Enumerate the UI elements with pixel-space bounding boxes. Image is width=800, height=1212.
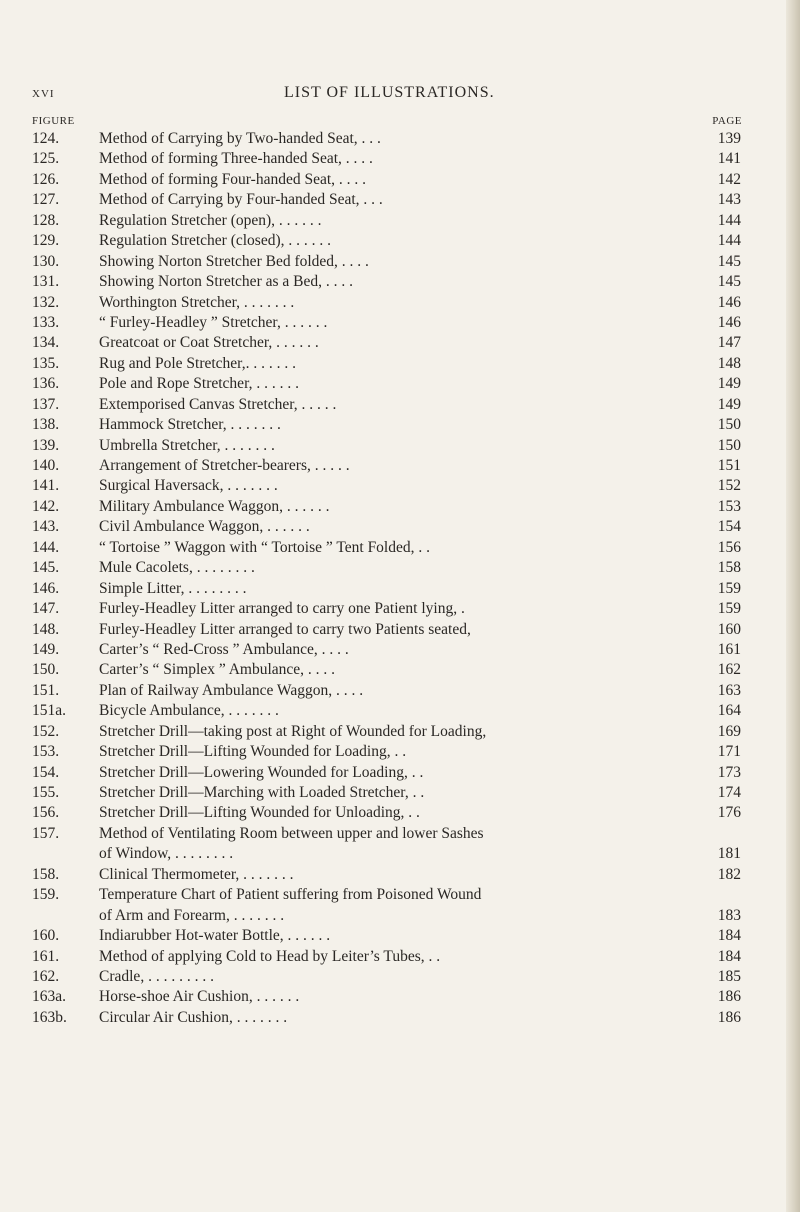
- figure-caption: Worthington Stretcher, . . . . . . .: [99, 293, 295, 311]
- figure-caption: Method of Carrying by Two-handed Seat, . . .: [99, 130, 381, 147]
- figure-caption: Cradle, . . . . . . . . .: [99, 967, 214, 985]
- figure-number: 160.: [32, 927, 60, 945]
- figure-number: 138.: [32, 416, 60, 434]
- page-number: 171: [717, 743, 741, 761]
- figure-caption: Bicycle Ambulance, . . . . . . .: [99, 702, 279, 720]
- figure-caption: Stretcher Drill—Lifting Wounded for Loading, . .: [99, 743, 407, 761]
- figure-number: 124.: [32, 130, 60, 147]
- list-item-continuation: [0, 844, 800, 864]
- page-number: 164: [717, 702, 741, 720]
- figure-caption: Method of Carrying by Four-handed Seat, . . .: [99, 191, 383, 209]
- figure-number: 127.: [32, 191, 60, 209]
- figure-number: 155.: [32, 784, 60, 801]
- figure-caption: Clinical Thermometer, . . . . . . .: [99, 865, 294, 883]
- figure-number: 142.: [32, 497, 60, 515]
- figure-number: 161.: [32, 947, 60, 965]
- list-item: [0, 742, 800, 762]
- illustration-list: [0, 129, 800, 1028]
- page-number: 185: [717, 967, 741, 985]
- figure-caption: Furley-Headley Litter arranged to carry two Patients seated,: [99, 620, 471, 638]
- figure-number: 157.: [32, 824, 60, 842]
- page-number: 182: [717, 865, 741, 883]
- list-item: [0, 415, 800, 435]
- page-column-heading: PAGE: [712, 115, 742, 127]
- list-item: [0, 722, 800, 742]
- page-number: 144: [717, 232, 741, 250]
- figure-caption: Umbrella Stretcher, . . . . . . .: [99, 436, 275, 454]
- list-item: [0, 354, 800, 374]
- figure-number: 153.: [32, 743, 60, 761]
- list-item: [0, 599, 800, 619]
- page-number: 149: [717, 375, 741, 393]
- figure-number: 125.: [32, 150, 60, 168]
- page-number: 145: [717, 252, 741, 270]
- list-item: [0, 803, 800, 823]
- figure-caption: Method of forming Three-handed Seat, . . . .: [99, 150, 373, 168]
- figure-caption: Extemporised Canvas Stretcher, . . . . .: [99, 395, 337, 413]
- figure-number: 152.: [32, 722, 60, 740]
- list-item: [0, 170, 800, 190]
- page-number: 186: [717, 1008, 741, 1026]
- figure-number: 129.: [32, 232, 60, 250]
- list-item: [0, 374, 800, 394]
- figure-caption: Temperature Chart of Patient suffering from Poisoned Wound: [99, 886, 482, 904]
- page-number: 150: [717, 416, 741, 434]
- figure-caption: Mule Cacolets, . . . . . . . .: [99, 559, 255, 577]
- figure-column-heading: FIGURE: [32, 115, 75, 127]
- figure-number: 137.: [32, 395, 60, 413]
- list-item: [0, 313, 800, 333]
- figure-caption: Method of forming Four-handed Seat, . . . .: [99, 170, 367, 188]
- figure-caption: Regulation Stretcher (closed), . . . . . .: [99, 232, 332, 250]
- figure-number: 133.: [32, 313, 60, 331]
- page-number: 181: [717, 845, 741, 863]
- list-item: [0, 824, 800, 844]
- figure-number: 140.: [32, 457, 60, 474]
- list-item: [0, 293, 800, 313]
- figure-caption: Showing Norton Stretcher Bed folded, . . . .: [99, 252, 369, 270]
- figure-caption: “ Tortoise ” Waggon with “ Tortoise ” Tent Folded, . .: [99, 538, 430, 556]
- list-item: [0, 129, 800, 149]
- figure-number: 149.: [32, 640, 60, 658]
- figure-caption: Carter’s “ Simplex ” Ambulance, . . . .: [99, 661, 336, 679]
- list-item: [0, 947, 800, 967]
- page-number: 143: [717, 191, 741, 209]
- list-item: [0, 149, 800, 169]
- figure-number: 148.: [32, 620, 60, 638]
- page-number: 152: [717, 477, 741, 495]
- list-item: [0, 763, 800, 783]
- list-item: [0, 211, 800, 231]
- figure-caption: Stretcher Drill—taking post at Right of Wounded for Loading,: [99, 722, 487, 740]
- page-number: 153: [717, 497, 741, 515]
- list-item: [0, 681, 800, 701]
- list-item: [0, 967, 800, 987]
- page-number: 169: [717, 722, 741, 740]
- figure-number: 146.: [32, 579, 60, 597]
- figure-caption: Method of Ventilating Room between upper and lower Sashes: [99, 824, 484, 842]
- list-item: [0, 476, 800, 496]
- list-item: [0, 620, 800, 640]
- page-number: 146: [717, 313, 741, 331]
- figure-number: 136.: [32, 375, 60, 393]
- page-number: 151: [717, 457, 741, 474]
- list-item: [0, 252, 800, 272]
- list-item: [0, 538, 800, 558]
- page-number: 186: [717, 988, 741, 1006]
- list-item-continuation: [0, 906, 800, 926]
- page-number: 156: [717, 538, 741, 556]
- page-number: 158: [717, 559, 741, 577]
- figure-number: 144.: [32, 538, 60, 556]
- figure-caption: of Window, . . . . . . . .: [99, 845, 234, 863]
- list-item: [0, 987, 800, 1007]
- list-item: [0, 395, 800, 415]
- column-headings: [32, 115, 742, 129]
- figure-number: 130.: [32, 252, 60, 270]
- page-number: 142: [717, 170, 741, 188]
- page-folio: xvi: [32, 84, 55, 101]
- list-item: [0, 865, 800, 885]
- running-header: [32, 84, 732, 106]
- list-item: [0, 579, 800, 599]
- figure-number: 158.: [32, 865, 60, 883]
- page-number: 163: [717, 681, 741, 699]
- figure-caption: Simple Litter, . . . . . . . .: [99, 579, 247, 597]
- page-number: 141: [717, 150, 741, 168]
- figure-caption: Furley-Headley Litter arranged to carry one Patient lying, .: [99, 600, 465, 618]
- list-item: [0, 436, 800, 456]
- figure-caption: Regulation Stretcher (open), . . . . . .: [99, 211, 322, 229]
- page-number: 159: [717, 600, 741, 618]
- figure-caption: Stretcher Drill—Lifting Wounded for Unloading, . .: [99, 804, 420, 822]
- figure-caption: Indiarubber Hot-water Bottle, . . . . . .: [99, 927, 331, 945]
- page-number: 173: [717, 763, 741, 781]
- figure-caption: Circular Air Cushion, . . . . . . .: [99, 1008, 288, 1026]
- list-item: [0, 1008, 800, 1028]
- figure-number: 132.: [32, 293, 60, 311]
- list-item: [0, 272, 800, 292]
- figure-number: 151.: [32, 681, 60, 699]
- page-number: 160: [717, 620, 741, 638]
- page-number: 161: [717, 640, 741, 658]
- figure-number: 143.: [32, 518, 60, 536]
- list-item: [0, 783, 800, 803]
- figure-caption: Military Ambulance Waggon, . . . . . .: [99, 497, 330, 515]
- page-number: 176: [717, 804, 741, 822]
- page-number: 149: [717, 395, 741, 413]
- list-item: [0, 885, 800, 905]
- figure-caption: Carter’s “ Red-Cross ” Ambulance, . . . .: [99, 640, 349, 658]
- page-number: 159: [717, 579, 741, 597]
- page-number: 144: [717, 211, 741, 229]
- figure-number: 151a.: [32, 702, 67, 720]
- figure-caption: “ Furley-Headley ” Stretcher, . . . . . .: [99, 313, 328, 331]
- figure-caption: Stretcher Drill—Lowering Wounded for Loading, . .: [99, 763, 424, 781]
- list-item: [0, 660, 800, 680]
- list-item: [0, 517, 800, 537]
- list-item: [0, 558, 800, 578]
- figure-number: 134.: [32, 334, 60, 352]
- page-number: 148: [717, 354, 741, 372]
- figure-caption: Rug and Pole Stretcher,. . . . . . .: [99, 354, 296, 372]
- list-item: [0, 701, 800, 721]
- figure-caption: Stretcher Drill—Marching with Loaded Stretcher, . .: [99, 784, 425, 801]
- list-item: [0, 640, 800, 660]
- figure-caption: Pole and Rope Stretcher, . . . . . .: [99, 375, 299, 393]
- figure-caption: Greatcoat or Coat Stretcher, . . . . . .: [99, 334, 319, 352]
- figure-caption: Civil Ambulance Waggon, . . . . . .: [99, 518, 310, 536]
- figure-number: 150.: [32, 661, 60, 679]
- figure-number: 139.: [32, 436, 60, 454]
- figure-caption: Showing Norton Stretcher as a Bed, . . . .: [99, 273, 353, 291]
- page-number: 150: [717, 436, 741, 454]
- figure-number: 128.: [32, 211, 60, 229]
- figure-caption: Method of applying Cold to Head by Leiter’s Tubes, . .: [99, 947, 441, 965]
- page-number: 183: [717, 906, 741, 924]
- figure-number: 147.: [32, 600, 60, 618]
- figure-number: 159.: [32, 886, 60, 904]
- page-number: 174: [717, 784, 741, 801]
- figure-number: 131.: [32, 273, 60, 291]
- figure-number: 163b.: [32, 1008, 67, 1026]
- figure-caption: Horse-shoe Air Cushion, . . . . . .: [99, 988, 300, 1006]
- list-item: [0, 926, 800, 946]
- list-item: [0, 231, 800, 251]
- figure-number: 162.: [32, 967, 60, 985]
- page-number: 162: [717, 661, 741, 679]
- list-item: [0, 456, 800, 476]
- page-number: 139: [717, 130, 741, 147]
- page-number: 154: [717, 518, 741, 536]
- figure-number: 145.: [32, 559, 60, 577]
- figure-caption: Plan of Railway Ambulance Waggon, . . . .: [99, 681, 364, 699]
- figure-number: 154.: [32, 763, 60, 781]
- figure-caption: Surgical Haversack, . . . . . . .: [99, 477, 278, 495]
- figure-number: 141.: [32, 477, 60, 495]
- list-item: [0, 333, 800, 353]
- page-number: 147: [717, 334, 741, 352]
- figure-number: 163a.: [32, 988, 67, 1006]
- figure-caption: of Arm and Forearm, . . . . . . .: [99, 906, 285, 924]
- list-item: [0, 497, 800, 517]
- page-number: 146: [717, 293, 741, 311]
- page-number: 184: [717, 927, 741, 945]
- figure-caption: Arrangement of Stretcher-bearers, . . . . .: [99, 457, 350, 474]
- figure-caption: Hammock Stretcher, . . . . . . .: [99, 416, 281, 434]
- page-number: 145: [717, 273, 741, 291]
- page-title: LIST OF ILLUSTRATIONS.: [284, 84, 495, 101]
- figure-number: 156.: [32, 804, 60, 822]
- list-item: [0, 190, 800, 210]
- page-number: 184: [717, 947, 741, 965]
- figure-number: 126.: [32, 170, 60, 188]
- figure-number: 135.: [32, 354, 60, 372]
